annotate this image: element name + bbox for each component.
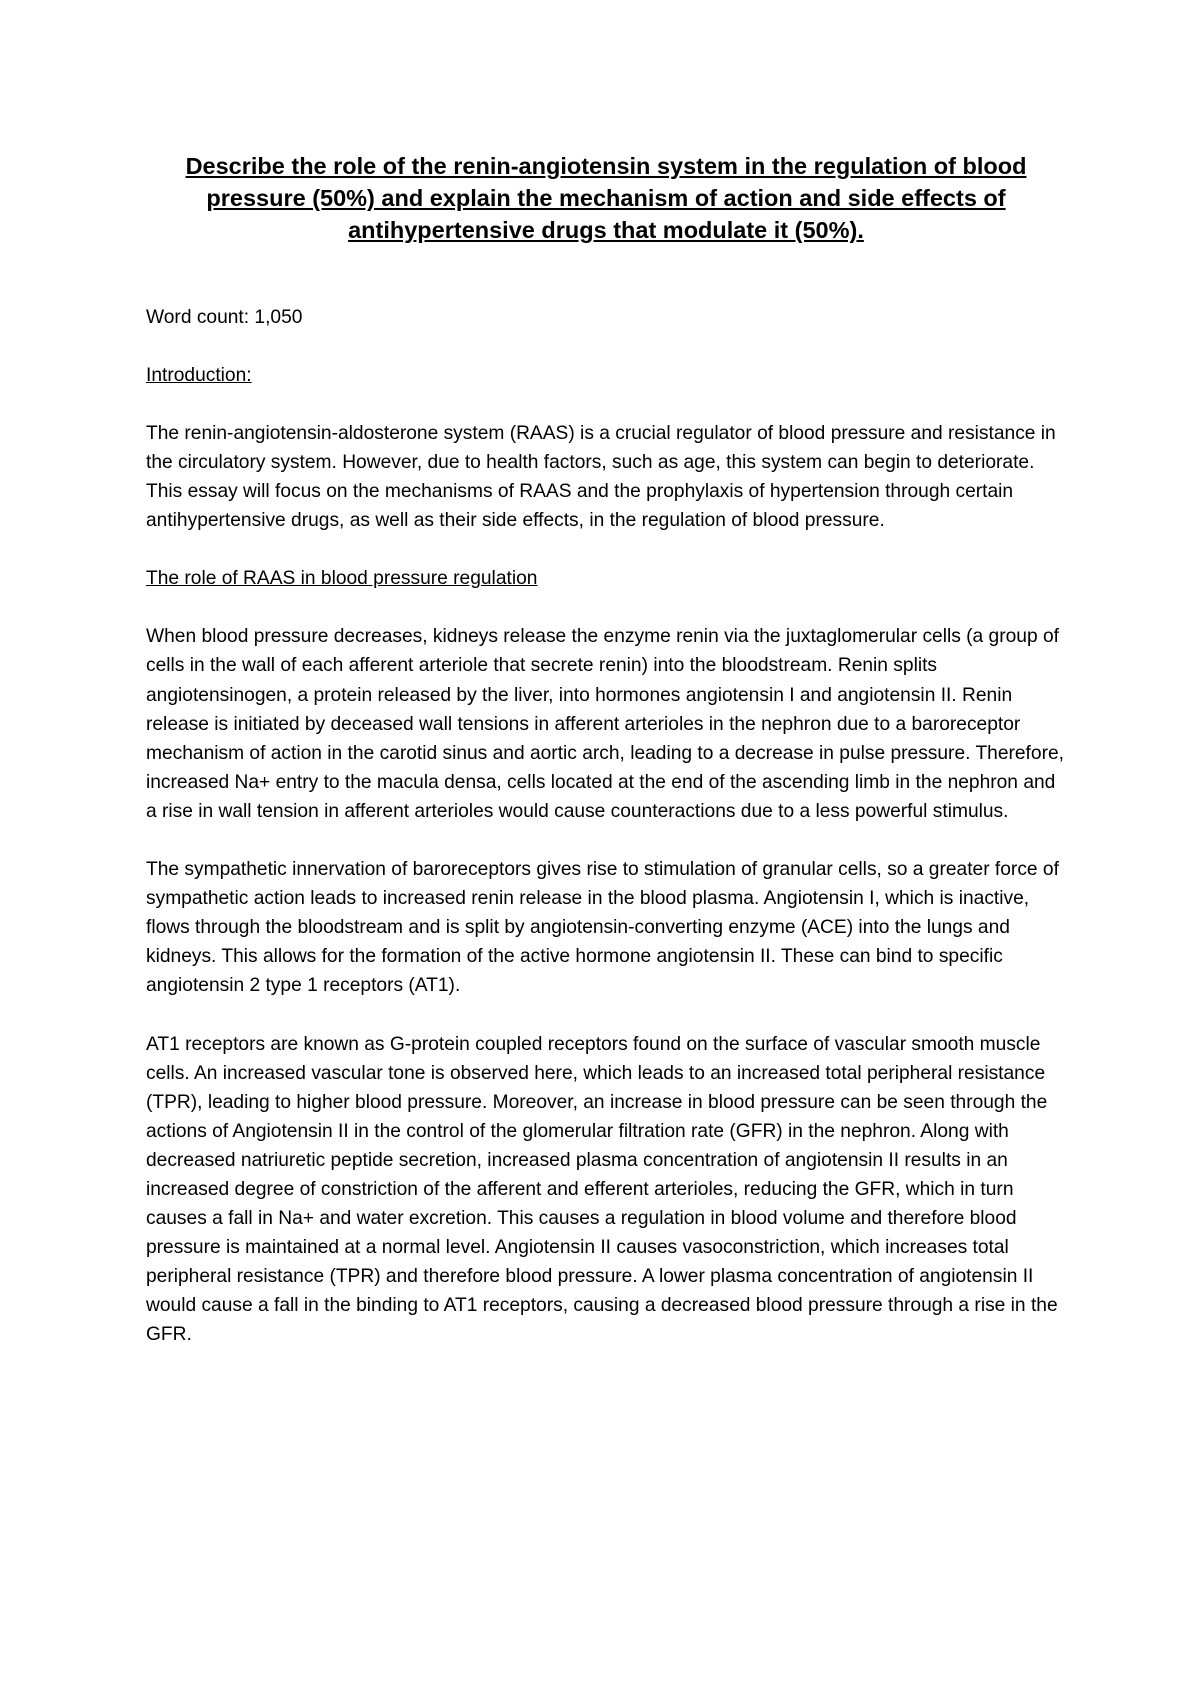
essay-title: Describe the role of the renin-angiotensin system in the regulation of blood pressure (50%) and explain the mechanism of action and side effects of antihypertensive drugs that modulate it (50%). xyxy=(185,153,1027,243)
body-paragraph-sympathetic-innervation: The sympathetic innervation of baroreceptors gives rise to stimulation of granular cells, so a greater force of sympathetic action leads to increased renin release in the blood plasma. Angiotensin I, which is inactive, flows through the bloodstream and is split by angiotensin-converting enzyme (ACE) into the lungs and kidneys. This allows for the formation of the active hormone angiotensin II. These can bind to specific angiotensin 2 type 1 receptors (AT1). xyxy=(146,859,1059,997)
section-heading-raas-role: The role of RAAS in blood pressure regulation xyxy=(146,568,538,590)
introduction-heading: Introduction: xyxy=(146,365,252,386)
document-body xyxy=(146,150,1066,1350)
body-paragraph-renin-release: When blood pressure decreases, kidneys release the enzyme renin via the juxtaglomerular cells (a group of cells in the wall of each afferent arteriole that secrete renin) into the bloodstream. Renin splits angiotensinogen, a protein released by the liver, into hormones angiotensin I and angiotensin II. Renin release is initiated by deceased wall tensions in afferent arterioles in the nephron due to a baroreceptor mechanism of action in the carotid sinus and aortic arch, leading to a decrease in pulse pressure. Therefore, increased Na+ entry to the macula densa, cells located at the end of the ascending limb in the nephron and a rise in wall tension in afferent arterioles would cause counteractions due to a less powerful stimulus. xyxy=(146,626,1064,822)
word-count: Word count: 1,050 xyxy=(146,307,303,328)
body-paragraph-at1-receptors: AT1 receptors are known as G-protein coupled receptors found on the surface of vascular smooth muscle cells. An increased vascular tone is observed here, which leads to an increased total peripheral resistance (TPR), leading to higher blood pressure. Moreover, an increase in blood pressure can be seen through the actions of Angiotensin II in the control of the glomerular filtration rate (GFR) in the nephron. Along with decreased natriuretic peptide secretion, increased plasma concentration of angiotensin II results in an increased degree of constriction of the afferent and efferent arterioles, reducing the GFR, which in turn causes a fall in Na+ and water excretion. This causes a regulation in blood volume and therefore blood pressure is maintained at a normal level. Angiotensin II causes vasoconstriction, which increases total peripheral resistance (TPR) and therefore blood pressure. A lower plasma concentration of angiotensin II would cause a fall in the binding to AT1 receptors, causing a decreased blood pressure through a rise in the GFR. xyxy=(146,1033,1058,1346)
introduction-paragraph: The renin-angiotensin-aldosterone system (RAAS) is a crucial regulator of blood pressure and resistance in the circulatory system. However, due to health factors, such as age, this system can begin to deteriorate. This essay will focus on the mechanisms of RAAS and the prophylaxis of hypertension through certain antihypertensive drugs, as well as their side effects, in the regulation of blood pressure. xyxy=(146,423,1056,532)
